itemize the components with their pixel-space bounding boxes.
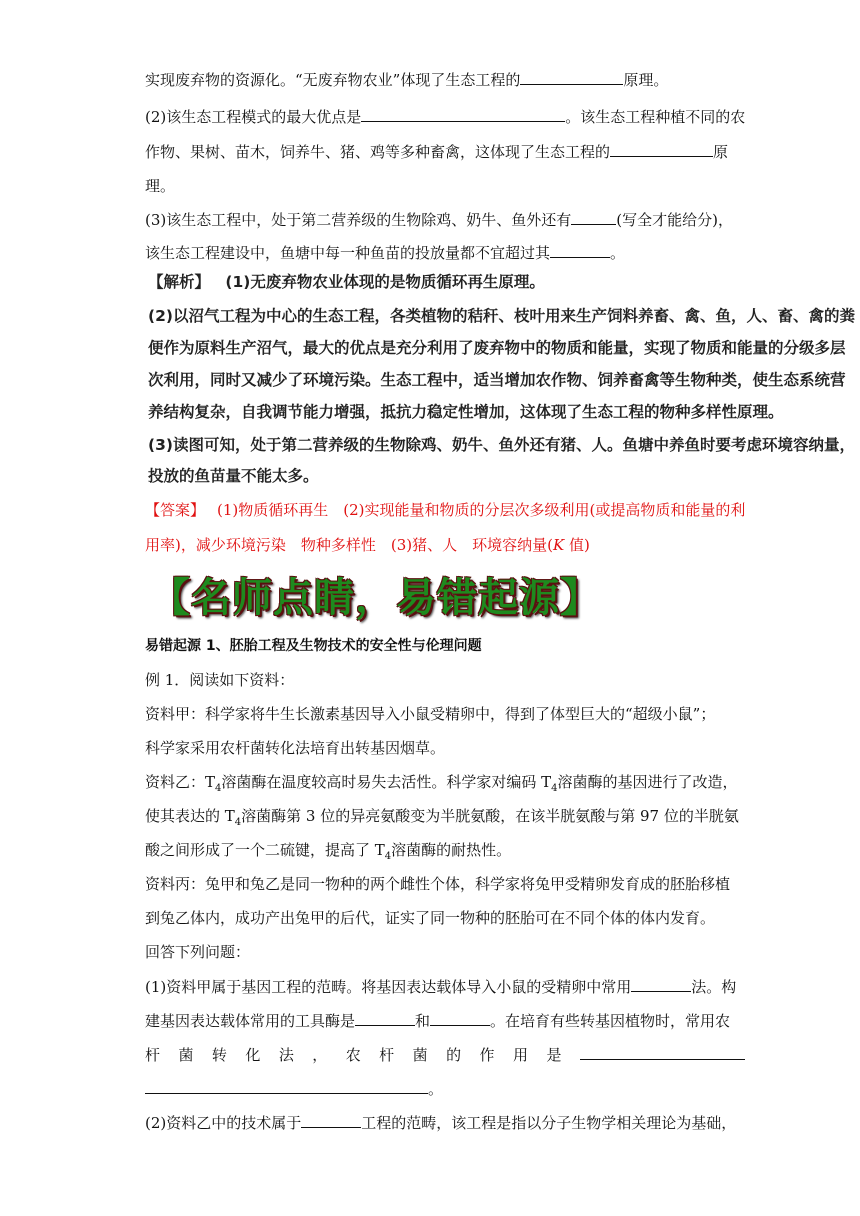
answer-blank [571,210,616,225]
text-line: (2)该生态工程模式的最大优点是 。该生态工程种植不同的农 [145,108,746,126]
answer-line: 用率)，减少环境污染 物种多样性 (3)猪、人 环境容纳量(K 值) [145,536,590,554]
analysis-line: (2)以沼气工程为中心的生态工程，各类植物的秸秆、枝叶用来生产饲料养畜、禽、鱼，人、畜、禽的粪 [148,307,855,325]
answer-blank [631,977,691,992]
answer-line: 【答案】 (1)物质循环再生 (2)实现能量和物质的分层次多级利用(或提高物质和能量的利 [145,501,746,519]
text-line: 使其表达的 $T_4$溶菌酶第 3 位的异亮氨酸变为半胱氨酸，在该半胱氨酸与第 97 位的半胱氨 [145,807,739,828]
text-line: 实现废弃物的资源化。“无废弃物农业”体现了生态工程的 原理。 [145,71,669,89]
text-line: (2)资料乙中的技术属于 工程的范畴，该工程是指以分子生物学相关理论为基础， [145,1114,737,1132]
answer-blank [610,142,713,157]
text-line: 资料乙：$T_4$溶菌酶在温度较高时易失去活性。科学家对编码 $T_4$溶菌酶的基因进行了改造， [145,773,738,794]
analysis-line: 投放的鱼苗量不能太多。 [148,467,319,485]
section-title: 易错起源 1、胚胎工程及生物技术的安全性与伦理问题 [145,638,482,654]
analysis-line: 养结构复杂，自我调节能力增强，抵抗力稳定性增加，这体现了生态工程的物种多样性原理。 [148,403,784,421]
text-line: 酸之间形成了一个二硫键，提高了 $T_4$溶菌酶的耐热性。 [145,841,512,862]
answer-blank [355,1011,415,1026]
answer-blank [520,70,623,85]
text-line: 例 1．阅读如下资料： [145,671,295,689]
text-line: 该生态工程建设中，鱼塘中每一种鱼苗的投放量都不宜超过其 。 [145,244,626,262]
section-banner: 【名师点睛，易错起源】 [150,575,601,621]
analysis-line: 次利用，同时又减少了环境污染。生态工程中，适当增加农作物、饲养畜禽等生物种类，使生态系统营 [148,371,846,389]
analysis-tag: 【解析】 [148,273,211,291]
answer-blank [580,1045,745,1060]
text-line: (3)该生态工程中，处于第二营养级的生物除鸡、奶牛、鱼外还有 (写全才能给分)， [145,211,733,229]
text-line: 科学家采用农杆菌转化法培育出转基因烟草。 [145,739,446,757]
analysis-block: 【解析】 (1)无废弃物农业体现的是物质循环再生原理。 (2)以沼气工程为中心的生态工程，各类植物的秸秆、枝叶用来生产饲料养畜、禽、鱼，人、畜、禽的粪 便作为原料生产沼气，最大的优点是充分利用了废弃物中的物质和能量，实现了物质和能量的分级多层 次利用，同时又减少了环境污染。生态工程中，适当增加农作物、饲养畜禽等生物种类，使生态系统营 养结构复杂，自我调节能力增强，抵抗力稳定性增加，这体现了生态工程的物种多样性原理。 (3)读图可知，处于第二营养级的生物除鸡、奶牛、鱼外还有猪、人。鱼塘中养鱼时要考虑环境容纳量， 投放的鱼苗量不能太多。 [148,273,855,485]
answer-blank [430,1011,490,1026]
answer-blank [361,107,565,122]
answer-blank [145,1079,428,1094]
text-line: 到兔乙体内，成功产出兔甲的后代，证实了同一物种的胚胎可在不同个体的体内发育。 [145,909,716,927]
analysis-line: (3)读图可知，处于第二营养级的生物除鸡、奶牛、鱼外还有猪、人。鱼塘中养鱼时要考虑环境容纳量， [148,436,855,454]
text-line: 建基因表达载体常用的工具酶是 和 。在培育有些转基因植物时，常用农 [145,1012,731,1030]
text-line: 作物、果树、苗木，饲养牛、猪、鸡等多种畜禽，这体现了生态工程的 原 [145,143,729,161]
text-line: 资料甲：科学家将牛生长激素基因导入小鼠受精卵中，得到了体型巨大的“超级小鼠”； [145,705,716,723]
answer-blank [301,1113,361,1128]
answer-blank [550,243,610,258]
text-line: 回答下列问题： [145,943,251,961]
justified-line: 杆 菌 转 化 法 ， 农 杆 菌 的 作 用 是 [145,1045,745,1065]
text-line: 。 [145,1079,745,1099]
analysis-line: 便作为原料生产沼气，最大的优点是充分利用了废弃物中的物质和能量，实现了物质和能量的分级多层 [148,339,846,357]
text-line: 理。 [145,177,176,195]
text-line: (1)资料甲属于基因工程的范畴。将基因表达载体导入小鼠的受精卵中常用 法。构 [145,978,737,996]
text-line: 资料丙：兔甲和兔乙是同一物种的两个雌性个体，科学家将兔甲受精卵发育成的胚胎移植 [145,875,731,893]
answer-tag: 【答案】 [145,501,206,519]
